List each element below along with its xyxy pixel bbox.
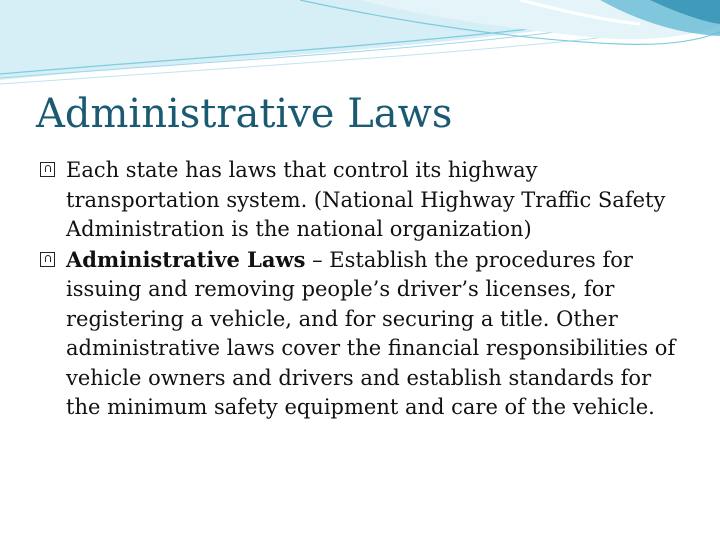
bullet-item	[40, 155, 690, 245]
slide-body	[40, 155, 690, 423]
slide-title: Administrative Laws	[36, 91, 453, 137]
bullet-term: Administrative Laws	[66, 246, 306, 272]
bullet-text: – Establish the procedures for issuing and removing people’s driver’s licenses, for registering a vehicle, and for securing a title. Other administrative laws cover the financial responsibilities of vehicle owners and drivers and establish standards for the minimum safety equipment and care of the vehicle.	[66, 247, 676, 419]
missing-glyph-icon	[40, 252, 55, 267]
bullet-text: Each state has laws that control its highway transportation system. (National Highway Traffic Safety Administration is the national organization)	[66, 158, 666, 241]
missing-glyph-icon	[40, 162, 55, 177]
bullet-item	[40, 245, 690, 423]
